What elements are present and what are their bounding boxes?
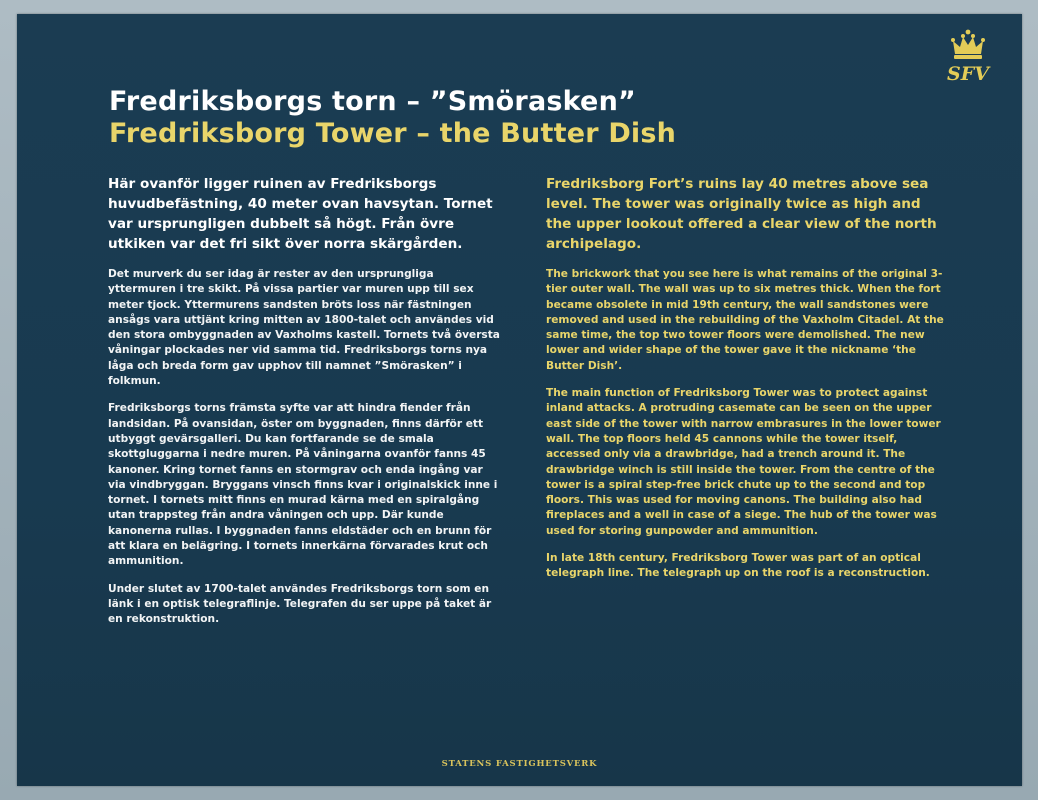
english-paragraph: The brickwork that you see here is what remains of the original 3-tier outer wall. The wall was up to six metres thick. When the fort became obsolete in mid 19th century, the wall sandstones were removed and used in the rebuilding of the Vaxholm Citadel. At the same time, the top two tower floors were demolished. The new lower and wider shape of the tower gave it the nickname ‘the Butter Dish’. [546, 268, 944, 372]
swedish-paragraph: Fredriksborgs torns främsta syfte var att hindra fiender från landsidan. På ovansidan, öster om byggnaden, finns därför ett utbyggt gevärsgalleri. Du kan fortfarande se de smala skottgluggarna i nedre muren. På våningarna ovanför fanns 45 kanoner. Kring tornet fanns en stormgrav och enda ingång var via vindbryggan. Bryggans vinsch finns kvar i originalskick inne i tornet. I tornets mitt finns en murad kärna med en spiralgång utan trappsteg från andra våningen och upp. Där kunde kanonerna rullas. I byggnaden fanns eldstäder och en brunn för att klara en belägring. I tornets innerkärna förvarades krut och ammunition. [108, 402, 498, 568]
english-paragraph: In late 18th century, Fredriksborg Tower was part of an optical telegraph line. The telegraph up on the roof is a reconstruction. [546, 552, 930, 580]
swedish-paragraph: Under slutet av 1700-talet användes Fredriksborgs torn som en länk i en optisk telegraflinje. Telegrafen du ser uppe på taket är en rekonstruktion. [108, 582, 492, 626]
sfv-logo [936, 26, 1000, 88]
english-column [546, 174, 946, 594]
english-lead: Fredriksborg Fort’s ruins lay 40 metres above sea level. The tower was originally twice as high and the upper lookout offered a clear view of the north archipelago. [546, 176, 937, 252]
crown-icon [951, 30, 985, 59]
title-english: Fredriksborg Tower – the Butter Dish [109, 118, 677, 149]
sfv-monogram: SFV [947, 63, 989, 85]
footer-organization: STATENS FASTIGHETSVERK [441, 759, 598, 769]
english-paragraph: The main function of Fredriksborg Tower was to protect against inland attacks. A protruding casemate can be seen on the upper east side of the tower with narrow embrasures in the lower tower wall. The top floors held 45 cannons while the tower itself, accessed only via a drawbridge, had a trench around it. The drawbridge winch is still inside the tower. From the centre of the tower is a spiral step-free brick chute up to the second and top floors. This was used for moving canons. The building also had fireplaces and a well in case of a siege. The hub of the tower was used for storing gunpowder and ammunition. [546, 387, 941, 537]
swedish-lead: Här ovanför ligger ruinen av Fredriksborgs huvudbefästning, 40 meter ovan havsytan. Tornet var ursprungligen dubbelt så högt. Från övre utkiken var det fri sikt över norra skärgården. [108, 176, 493, 252]
title-swedish: Fredriksborgs torn – ”Smörasken” [109, 86, 636, 117]
information-sign [17, 14, 1022, 786]
swedish-paragraph: Det murverk du ser idag är rester av den ursprungliga yttermuren i tre skikt. På vissa partier var muren upp till sex meter tjock. Yttermurens sandsten bröts loss när fästningen ansågs vara uttjänt kring mitten av 1800-talet och användes vid den stora ombyggnaden av Vaxholms kastell. Tornets två översta våningar plockades ner vid samma tid. Fredriksborgs torns nya låga och breda form gav upphov till namnet ”Smörasken” i folkmun. [108, 268, 500, 388]
swedish-column [108, 174, 500, 640]
